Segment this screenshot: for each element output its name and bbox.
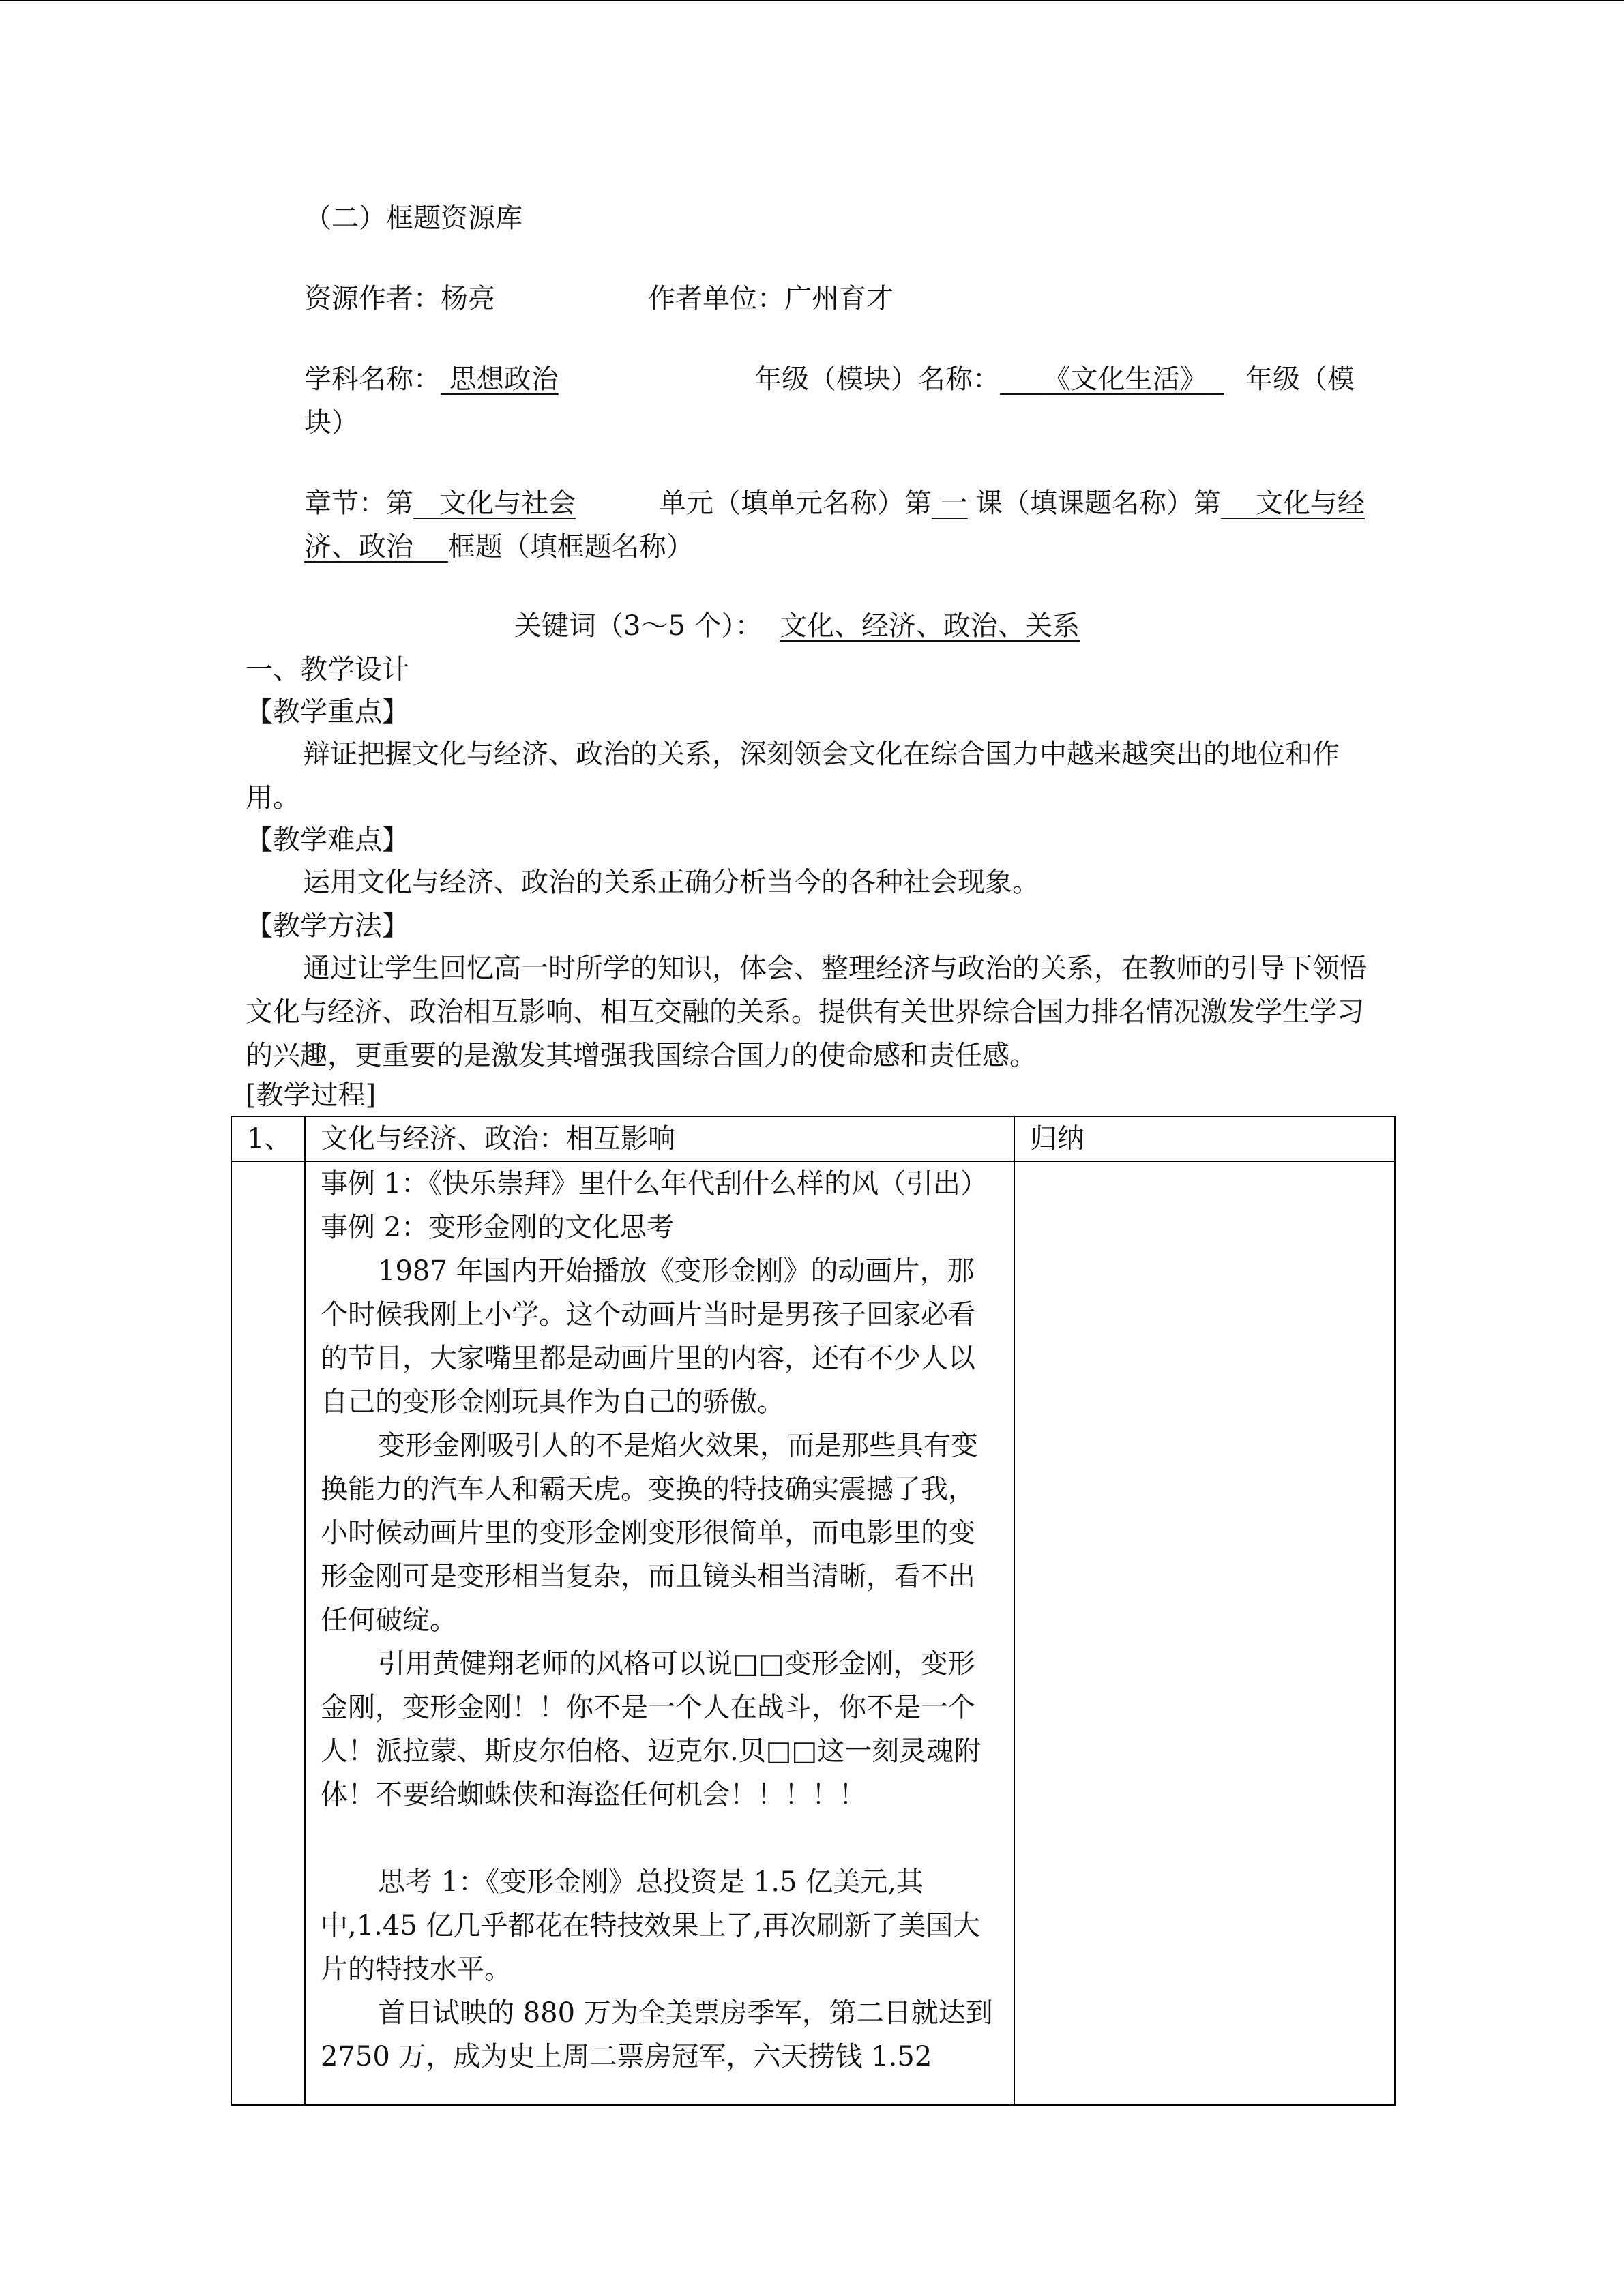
method-heading: 【教学方法】 [246, 910, 409, 942]
subject-label: 学科名称： [304, 363, 441, 395]
keywords-value: 文化、经济、政治、关系 [780, 610, 1080, 642]
paragraph-3: 引用黄健翔老师的风格可以说□□变形金刚，变形金刚，变形金刚！！你不是一个人在战斗，你不是一个人！派拉蒙、斯皮尔伯格、迈克尔.贝□□这一刻灵魂附体！不要给蜘蛛侠和海盗任何机会！！！！！ [321, 1648, 981, 1810]
case-2: 事例 2：变形金刚的文化思考 [321, 1212, 675, 1243]
chapter-frame-label: 框题（填框题名称） [447, 531, 694, 563]
chapter-line [304, 481, 1382, 569]
paragraph-4: 思考 1：《变形金刚》总投资是 1.5 亿美元,其中,1.45 亿几乎都花在特技效果上了,再次刷新了美国大片的特技水平。 [321, 1866, 981, 1985]
table-content-cell [305, 1161, 1014, 2105]
chapter-lesson-label: 课（填课题名称）第 [975, 488, 1221, 519]
module-suffix: 年级（模块） [304, 363, 1355, 438]
subject-line [304, 357, 1382, 445]
table-header-row [231, 1116, 1395, 1161]
paragraph-1: 1987 年国内开始播放《变形金刚》的动画片，那个时候我刚上小学。这个动画片当时是男孩子回家必看的节目，大家嘴里都是动画片里的内容，还有不少人以自己的变形金刚玩具作为自己的骄傲。 [321, 1255, 975, 1418]
table-empty-cell [231, 1161, 305, 2105]
paragraph-5: 首日试映的 880 万为全美票房季军，第二日就达到 2750 万，成为史上周二票房冠军，六天捞钱 1.52 [321, 1997, 993, 2072]
unit-name: 广州育才 [784, 283, 894, 314]
difficulty-heading: 【教学难点】 [246, 824, 409, 856]
chapter-lesson-value: 一 [940, 488, 968, 519]
chapter-prefix: 章节：第 [304, 488, 413, 519]
case-1: 事例 1：《快乐崇拜》里什么年代刮什么样的风（引出） [321, 1168, 988, 1199]
keywords-line [514, 604, 1080, 648]
design-heading: 一、教学设计 [246, 654, 409, 685]
difficulty-text: 运用文化与经济、政治的关系正确分析当今的各种社会现象。 [303, 867, 1039, 898]
chapter-frame-value: 文化与经济、政治 [304, 488, 1365, 563]
process-heading: [教学过程] [246, 1079, 377, 1111]
author-name: 杨亮 [441, 283, 495, 314]
process-table [231, 1116, 1396, 2106]
focus-text: 辩证把握文化与经济、政治的关系，深刻领会文化在综合国力中越来越突出的地位和作用。 [246, 739, 1340, 814]
module-label: 年级（模块）名称： [754, 363, 1000, 395]
table-row [231, 1161, 1395, 2105]
spacer [321, 1817, 1001, 1860]
subject-value: 思想政治 [449, 363, 559, 395]
focus-heading: 【教学重点】 [246, 696, 409, 728]
unit-label: 作者单位： [648, 283, 784, 314]
table-summary-cell [1014, 1161, 1395, 2105]
unit-line [648, 277, 894, 320]
keywords-label: 关键词（3～5 个）： [514, 610, 763, 642]
table-topic-cell: 文化与经济、政治：相互影响 [305, 1116, 1014, 1161]
author-label: 资源作者： [304, 283, 441, 314]
table-summary-header: 归纳 [1014, 1116, 1395, 1161]
author-line [304, 277, 495, 320]
chapter-unit-label: 单元（填单元名称）第 [659, 488, 932, 519]
method-text: 通过让学生回忆高一时所学的知识，体会、整理经济与政治的关系，在教师的引导下领悟文化与经济、政治相互影响、相互交融的关系。提供有关世界综合国力排名情况激发学生学习的兴趣，更重要的是激发其增强我国综合国力的使命感和责任感。 [246, 953, 1367, 1071]
chapter-unit-value: 文化与社会 [439, 488, 576, 519]
section-title: （二）框题资源库 [304, 203, 522, 234]
paragraph-2: 变形金刚吸引人的不是焰火效果，而是那些具有变换能力的汽车人和霸天虎。变换的特技确实震撼了我，小时候动画片里的变形金刚变形很简单，而电影里的变形金刚可是变形相当复杂，而且镜头相当清晰，看不出任何破绽。 [321, 1430, 978, 1636]
table-num-cell: 1、 [231, 1116, 305, 1161]
module-value: 《文化生活》 [1043, 363, 1207, 395]
